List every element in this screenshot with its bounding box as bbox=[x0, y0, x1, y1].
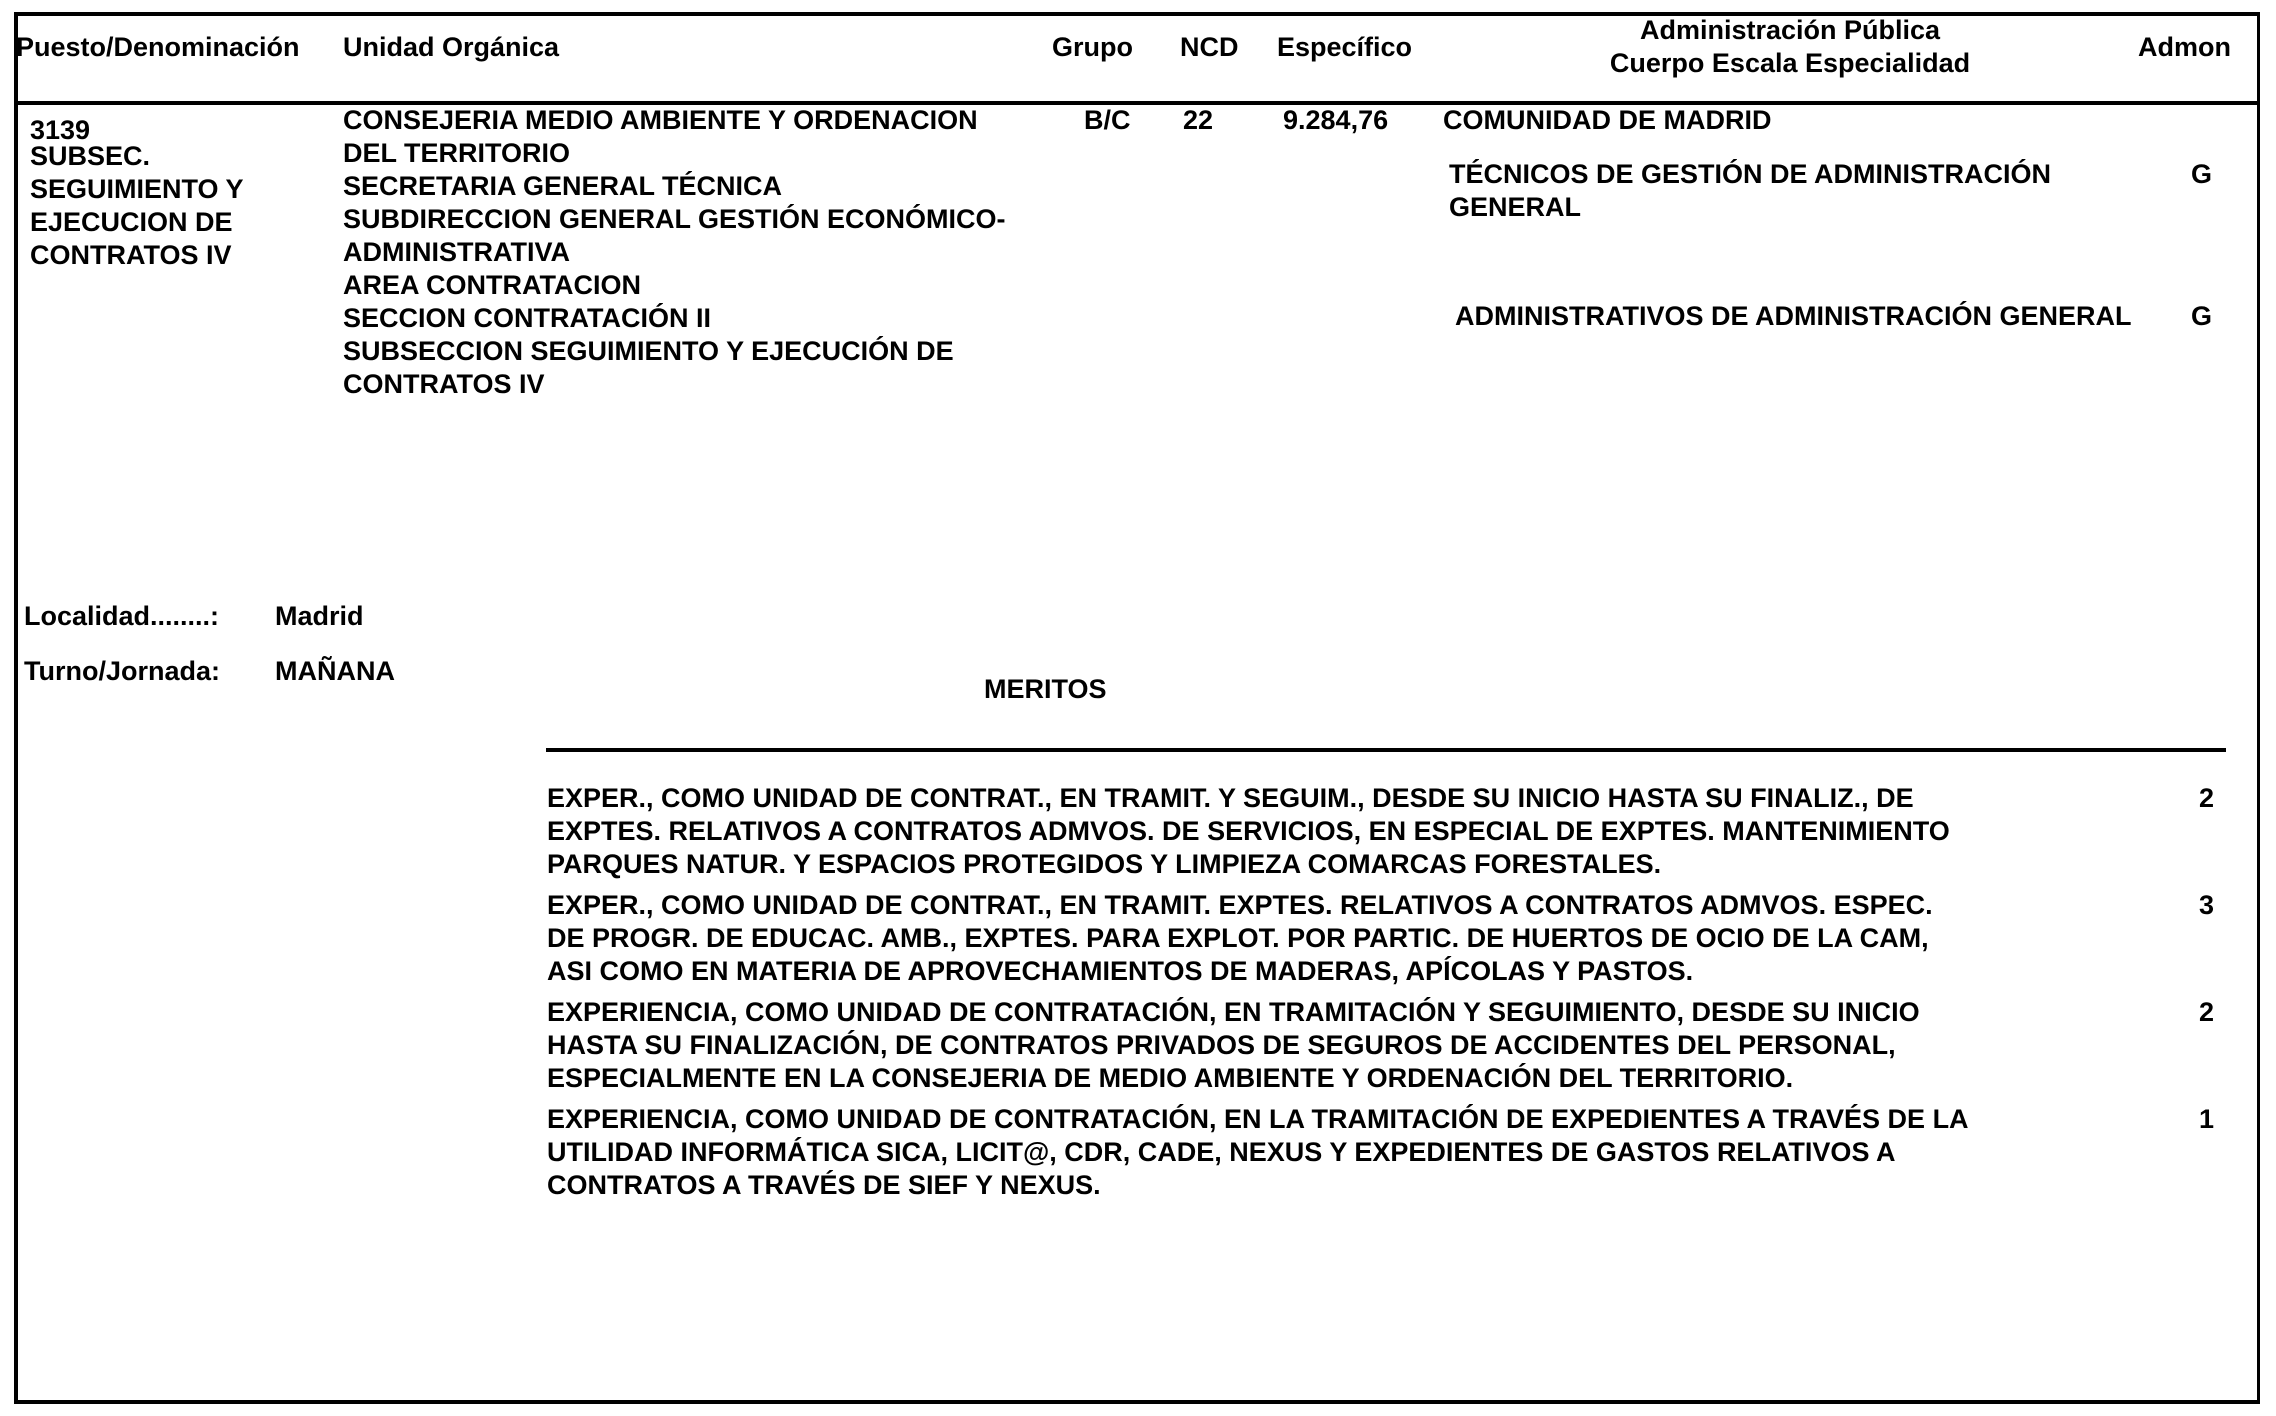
merito-line: ASI COMO EN MATERIA DE APROVECHAMIENTOS DE MADERAS, APÍCOLAS Y PASTOS. bbox=[547, 956, 1694, 986]
merito-points: 2 bbox=[2199, 783, 2215, 813]
col-header-unidad: Unidad Orgánica bbox=[343, 32, 560, 62]
ncd-value: 22 bbox=[1183, 105, 1214, 135]
merito-line: EXPER., COMO UNIDAD DE CONTRAT., EN TRAMIT. EXPTES. RELATIVOS A CONTRATOS ADMVOS. ESPEC. bbox=[547, 890, 1933, 920]
position-name-line: SUBSEC. bbox=[30, 141, 151, 171]
unidad-line: CONTRATOS IV bbox=[343, 369, 545, 399]
position-name bbox=[30, 140, 244, 272]
col-header-admin-publica-line2: Cuerpo Escala Especialidad bbox=[1609, 48, 1971, 78]
col-header-admin-publica bbox=[1530, 14, 2050, 80]
merito-line: EXPTES. RELATIVOS A CONTRATOS ADMVOS. DE SERVICIOS, EN ESPECIAL DE EXPTES. MANTENIMIENTO bbox=[547, 816, 1950, 846]
merito-line: EXPERIENCIA, COMO UNIDAD DE CONTRATACIÓN, EN LA TRAMITACIÓN DE EXPEDIENTES A TRAVÉS DE LA bbox=[547, 1104, 1969, 1134]
unidad-line: DEL TERRITORIO bbox=[343, 138, 571, 168]
merito-line: PARQUES NATUR. Y ESPACIOS PROTEGIDOS Y LIMPIEZA COMARCAS FORESTALES. bbox=[547, 849, 1662, 879]
unidad-organica bbox=[343, 104, 1006, 401]
cuerpo-2 bbox=[1455, 300, 2132, 333]
grupo-value: B/C bbox=[1084, 105, 1131, 135]
localidad-label: Localidad........: bbox=[24, 601, 220, 631]
merito-points: 3 bbox=[2199, 890, 2215, 920]
turno-value: MAÑANA bbox=[275, 656, 395, 686]
unidad-line: AREA CONTRATACION bbox=[343, 270, 641, 300]
merito-line: CONTRATOS A TRAVÉS DE SIEF Y NEXUS. bbox=[547, 1170, 1101, 1200]
unidad-line: SECCION CONTRATACIÓN II bbox=[343, 303, 711, 333]
localidad-value: Madrid bbox=[275, 601, 364, 631]
col-header-admin-publica-line1: Administración Pública bbox=[1639, 15, 1941, 45]
cuerpo-1-admon: G bbox=[2191, 159, 2213, 189]
administracion-value: COMUNIDAD DE MADRID bbox=[1443, 105, 1772, 135]
cuerpo-line: TÉCNICOS DE GESTIÓN DE ADMINISTRACIÓN bbox=[1449, 159, 2052, 189]
cuerpo-line: ADMINISTRATIVOS DE ADMINISTRACIÓN GENERAL bbox=[1455, 301, 2132, 331]
col-header-especifico: Específico bbox=[1277, 32, 1413, 62]
merito-line: HASTA SU FINALIZACIÓN, DE CONTRATOS PRIVADOS DE SEGUROS DE ACCIDENTES DEL PERSONAL, bbox=[547, 1030, 1896, 1060]
unidad-line: SUBDIRECCION GENERAL GESTIÓN ECONÓMICO- bbox=[343, 204, 1006, 234]
meritos-title: MERITOS bbox=[984, 674, 1107, 704]
merito-line: EXPER., COMO UNIDAD DE CONTRAT., EN TRAMIT. Y SEGUIM., DESDE SU INICIO HASTA SU FINALIZ., DE bbox=[547, 783, 1914, 813]
cuerpo-line: GENERAL bbox=[1449, 192, 1582, 222]
cuerpo-2-admon: G bbox=[2191, 301, 2213, 331]
merito-line: EXPERIENCIA, COMO UNIDAD DE CONTRATACIÓN, EN TRAMITACIÓN Y SEGUIMIENTO, DESDE SU INICIO bbox=[547, 997, 1920, 1027]
merito-points: 1 bbox=[2199, 1104, 2215, 1134]
especifico-value: 9.284,76 bbox=[1283, 105, 1389, 135]
unidad-line: SUBSECCION SEGUIMIENTO Y EJECUCIÓN DE bbox=[343, 336, 954, 366]
col-header-admon: Admon bbox=[2138, 32, 2231, 62]
merito-line: DE PROGR. DE EDUCAC. AMB., EXPTES. PARA EXPLOT. POR PARTIC. DE HUERTOS DE OCIO DE LA CAM, bbox=[547, 923, 1929, 953]
cuerpo-1 bbox=[1449, 158, 2051, 224]
col-header-grupo: Grupo bbox=[1052, 32, 1133, 62]
col-header-puesto: Puesto/Denominación bbox=[16, 32, 300, 62]
position-name-line: CONTRATOS IV bbox=[30, 240, 232, 270]
turno-label: Turno/Jornada: bbox=[24, 656, 221, 686]
position-name-line: SEGUIMIENTO Y bbox=[30, 174, 244, 204]
merito-line: UTILIDAD INFORMÁTICA SICA, LICIT@, CDR, CADE, NEXUS Y EXPEDIENTES DE GASTOS RELATIVOS A bbox=[547, 1137, 1896, 1167]
position-name-line: EJECUCION DE bbox=[30, 207, 233, 237]
unidad-line: CONSEJERIA MEDIO AMBIENTE Y ORDENACION bbox=[343, 105, 978, 135]
merito-points: 2 bbox=[2199, 997, 2215, 1027]
meritos-divider bbox=[546, 748, 2226, 752]
unidad-line: SECRETARIA GENERAL TÉCNICA bbox=[343, 171, 783, 201]
position-code: 3139 bbox=[30, 115, 91, 145]
unidad-line: ADMINISTRATIVA bbox=[343, 237, 570, 267]
merito-line: ESPECIALMENTE EN LA CONSEJERIA DE MEDIO AMBIENTE Y ORDENACIÓN DEL TERRITORIO. bbox=[547, 1063, 1794, 1093]
col-header-ncd: NCD bbox=[1180, 32, 1239, 62]
